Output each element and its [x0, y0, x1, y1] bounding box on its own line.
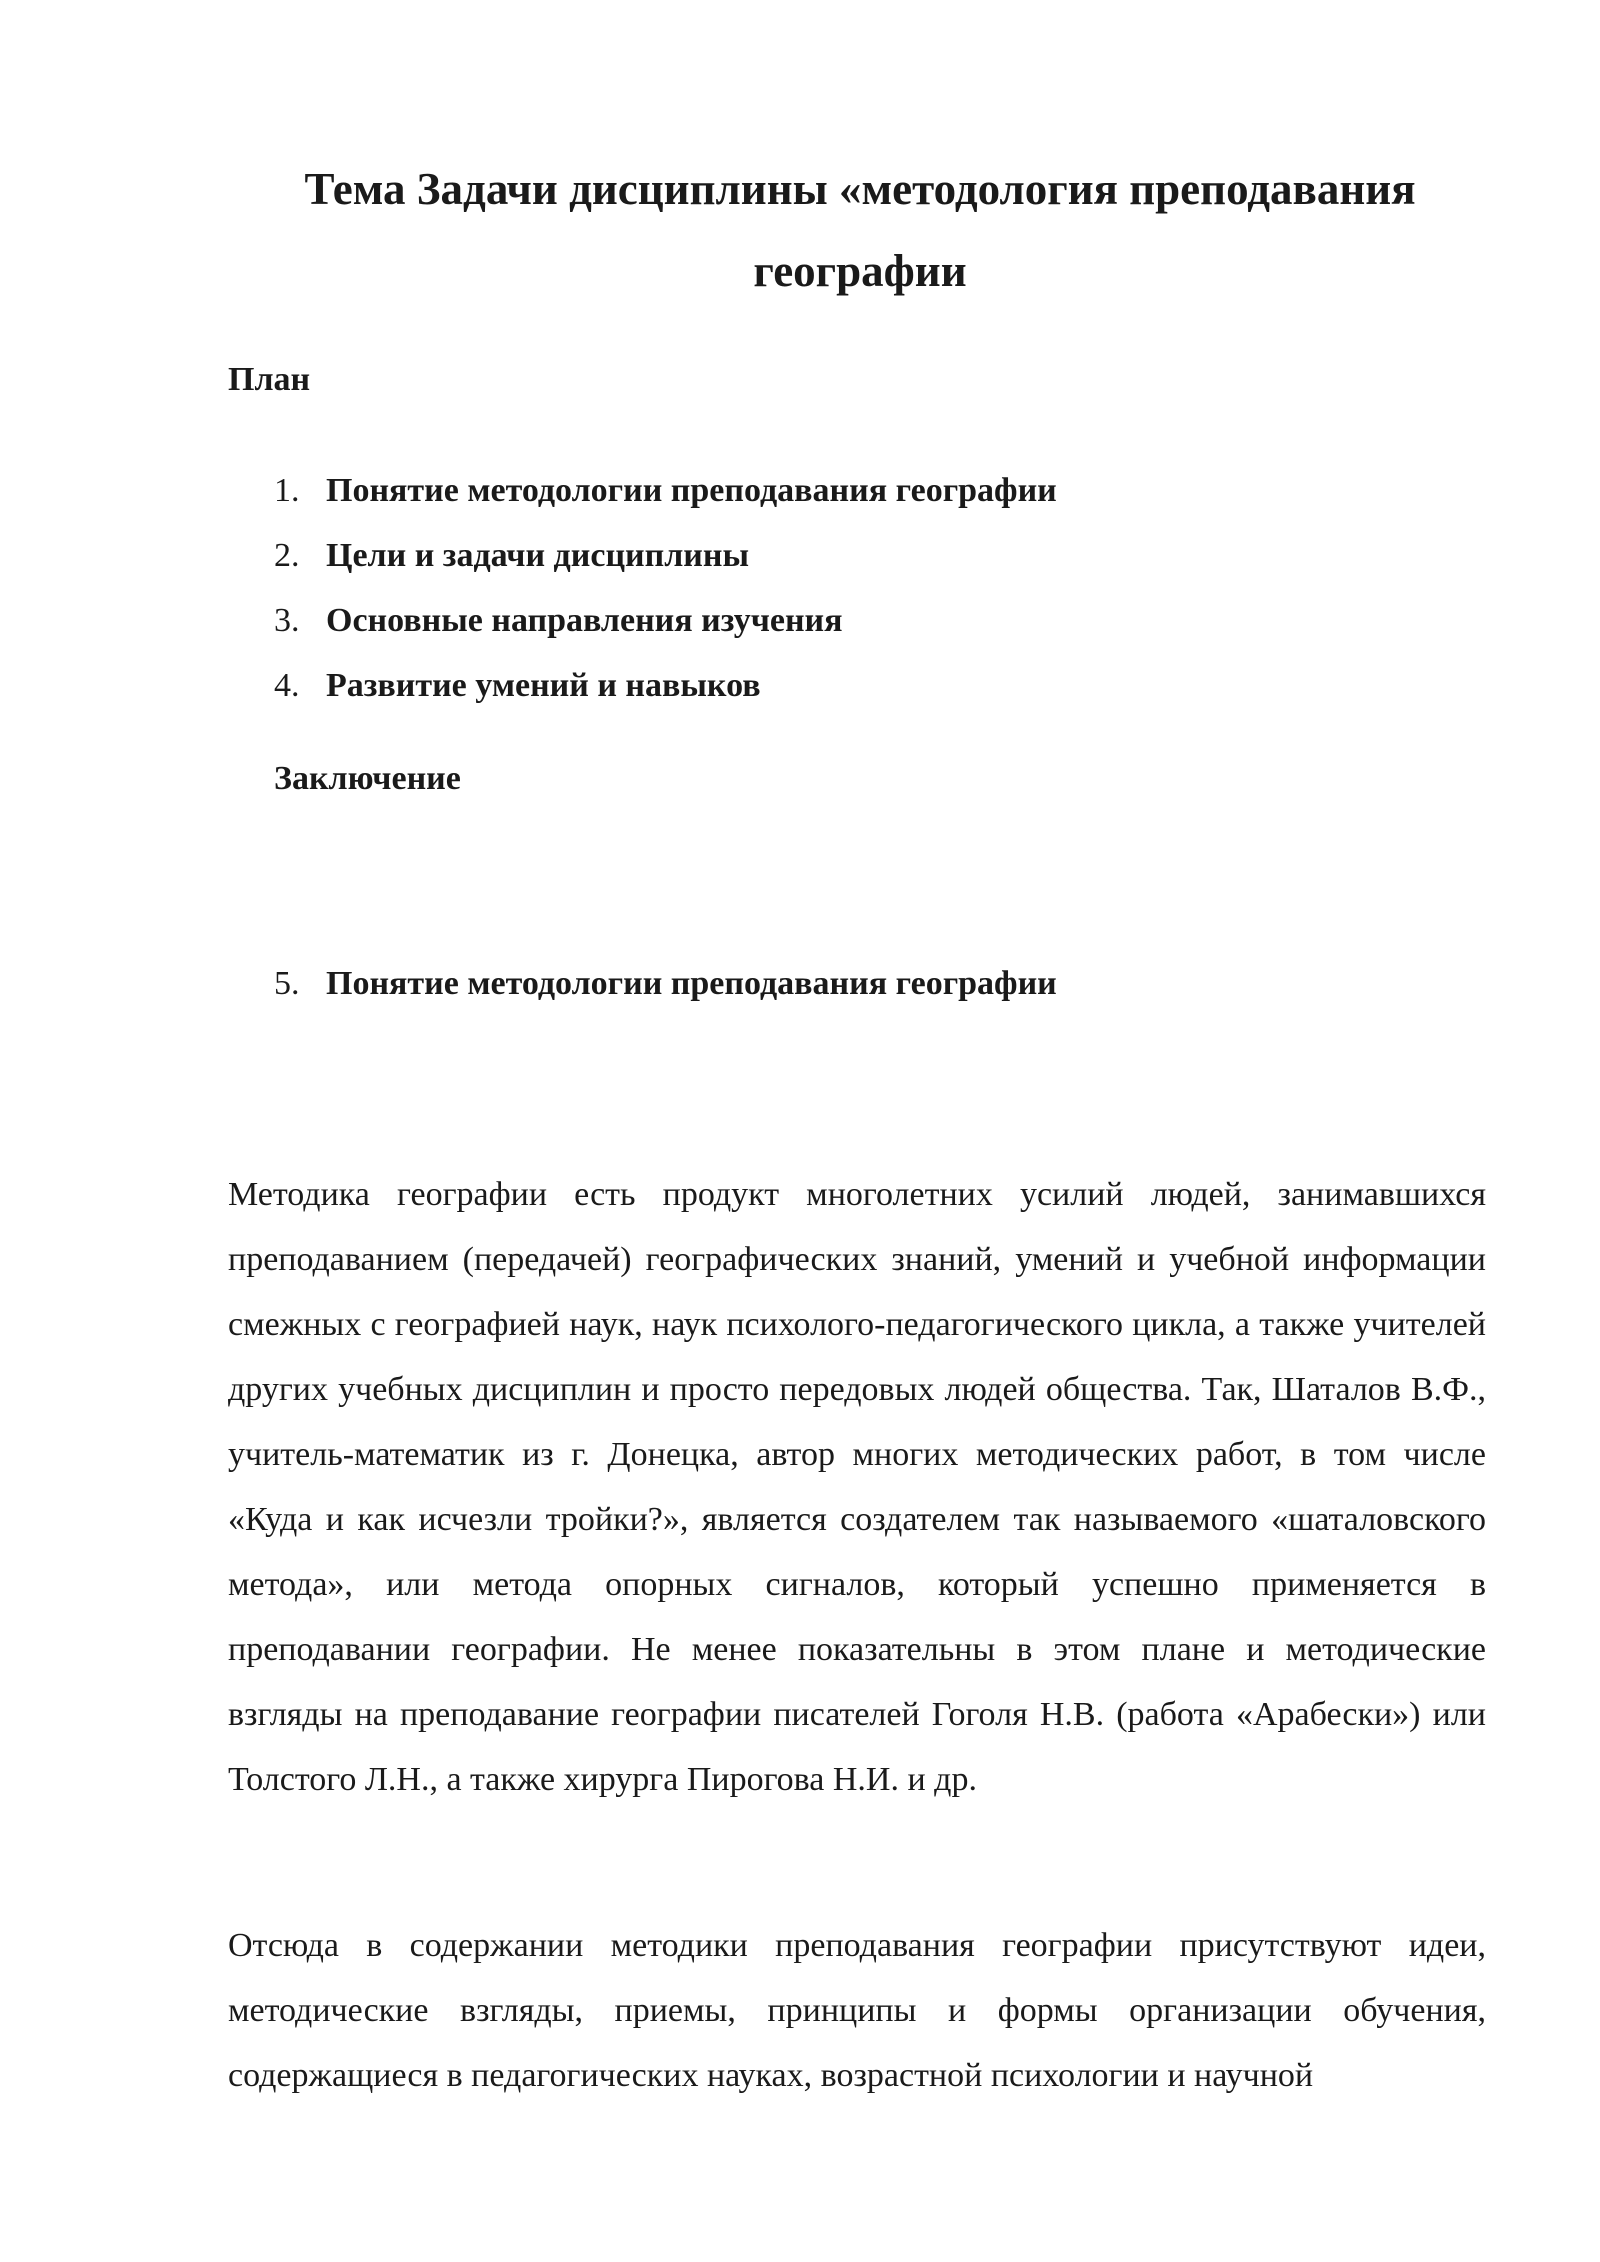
plan-heading: План: [228, 361, 311, 398]
plan-item-text: Развитие умений и навыков: [326, 667, 761, 704]
plan-item-number: 4.: [274, 667, 300, 704]
plan-item-number: 3.: [274, 602, 300, 639]
body-paragraph-2: Отсюда в содержании методики преподавания географии присутствуют идеи, методические взгляды, приемы, принципы и формы организации обучения, содержащиеся в педагогических науках, возрастной психологии и научной: [228, 1927, 1486, 2094]
document-title: Тема Задачи дисциплины «методология преподавания географии: [304, 164, 1416, 296]
plan-item-2: [274, 523, 1057, 588]
plan-list: [274, 458, 1057, 718]
section-number: 5.: [274, 965, 300, 1002]
plan-item-text: Понятие методологии преподавания географии: [326, 472, 1057, 509]
plan-item-1: [274, 458, 1057, 523]
plan-item-text: Основные направления изучения: [326, 602, 843, 639]
body-paragraph-1: Методика географии есть продукт многолетних усилий людей, занимавшихся преподаванием (передачей) географических знаний, умений и учебной информации смежных с географией наук, наук психолого-педагогического цикла, а также учителей других учебных дисциплин и просто передовых людей общества. Так, Шаталов В.Ф., учитель-математик из г. Донецка, автор многих методических работ, в том числе «Куда и как исчезли тройки?», является создателем так называемого «шаталовского метода», или метода опорных сигналов, который успешно применяется в преподавании географии. Не менее показательны в этом плане и методические взгляды на преподавание географии писателей Гоголя Н.В. (работа «Арабески») или Толстого Л.Н., а также хирурга Пирогова Н.И. и др.: [228, 1176, 1486, 1798]
section-title: Понятие методологии преподавания географии: [326, 965, 1057, 1002]
plan-item-number: 2.: [274, 537, 300, 574]
section-heading: [274, 964, 1057, 1004]
conclusion-heading: Заключение: [274, 760, 461, 797]
plan-item-3: [274, 588, 1057, 653]
plan-item-text: Цели и задачи дисциплины: [326, 537, 750, 574]
plan-item-number: 1.: [274, 472, 300, 509]
plan-item-4: [274, 653, 1057, 718]
